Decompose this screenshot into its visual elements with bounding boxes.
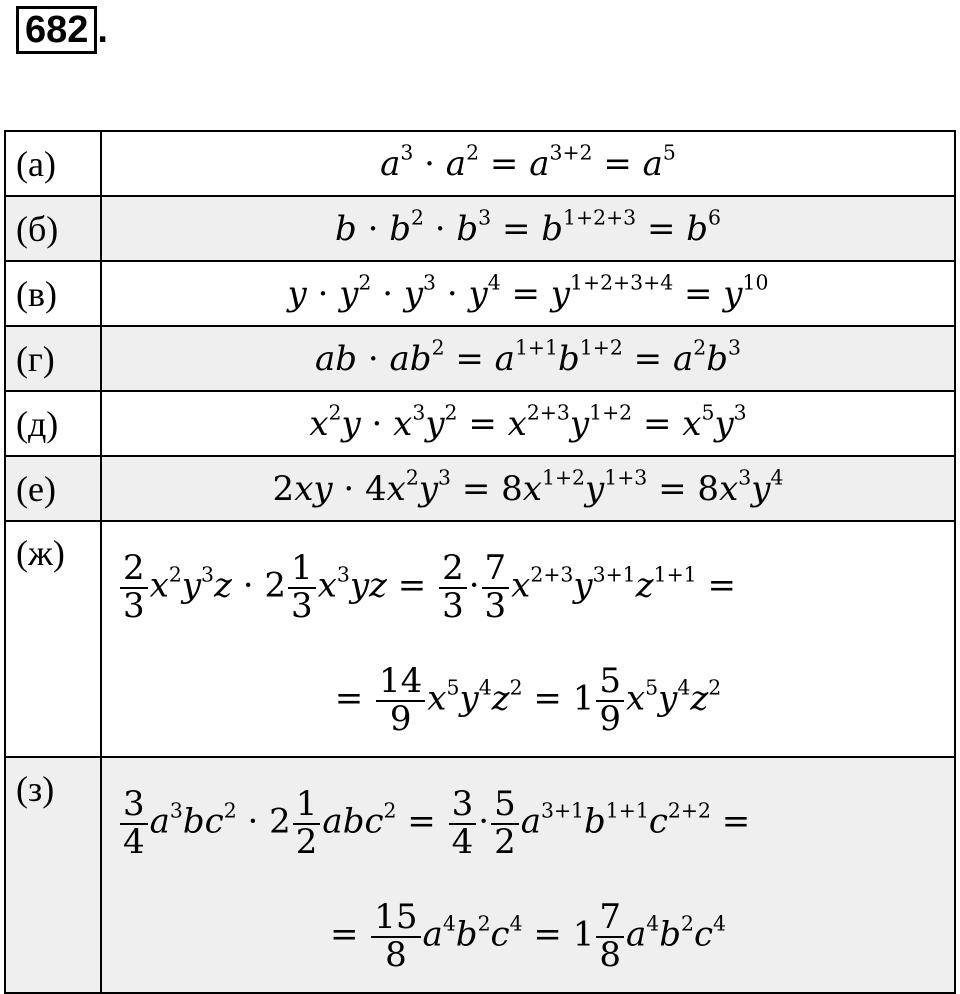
row-label: (е) (5, 456, 101, 521)
table-row (5, 326, 955, 391)
row-label: (г) (5, 326, 101, 391)
equation-b: $b \cdot b^2 \cdot b^3 = b^{1+2+3} = b^6$ (101, 196, 955, 261)
problem-number (16, 6, 108, 54)
row-label: (в) (5, 261, 101, 326)
equation-g: $\frac{2}{3}$ $x^2y^3z \cdot 2$ $\frac{1}{3}$ $x^3yz$ = $\frac{2}{3}$ · $\frac{7}{3}$ $x^{2+3}y^{3+1}z^{1+1}$ = = $\frac{14}{9}$ $x^5y^4z^2 = 1$ $\frac{5}{9}$ $x^5y^4z^2$ (101, 521, 955, 757)
table-row (5, 196, 955, 261)
solution-table (4, 130, 956, 994)
row-label: (ж) (5, 521, 101, 757)
equation-c: $y \cdot y^2 \cdot y^3 \cdot y^4 = y^{1+2+3+4} = y^{10}$ (101, 261, 955, 326)
equation-a: $a^3 \cdot a^2 = a^{3+2} = a^5$ (101, 131, 955, 196)
problem-number-suffix: . (97, 9, 108, 51)
table-row (5, 391, 955, 456)
row-label: (б) (5, 196, 101, 261)
equation-d: ab · $ab^2 = a^{1+1}b^{1+2} = a^2b^3$ (101, 326, 955, 391)
equation-f: $2xy \cdot 4x^2y^3 = 8x^{1+2}y^{1+3} = 8x^3y^4$ (101, 456, 955, 521)
row-label: (а) (5, 131, 101, 196)
table-row (5, 757, 955, 993)
row-label: (з) (5, 757, 101, 993)
equation-h: $\frac{3}{4}$ $a^3bc^2 \cdot 2$ $\frac{1}{2}$ abc$^2$ = $\frac{3}{4}$ · $\frac{5}{2}$ $a^{3+1}b^{1+1}c^{2+2}$ = = $\frac{15}{8}$ $a^4b^2c^4 = 1$ $\frac{7}{8}$ $a^4b^2c^4$ (101, 757, 955, 993)
problem-number-box: 682 (16, 6, 97, 54)
table-row (5, 131, 955, 196)
table-row (5, 521, 955, 757)
table-row (5, 456, 955, 521)
table-row (5, 261, 955, 326)
row-label: (д) (5, 391, 101, 456)
equation-e: $x^2y \cdot x^3y^2 = x^{2+3}y^{1+2} = x^5y^3$ (101, 391, 955, 456)
